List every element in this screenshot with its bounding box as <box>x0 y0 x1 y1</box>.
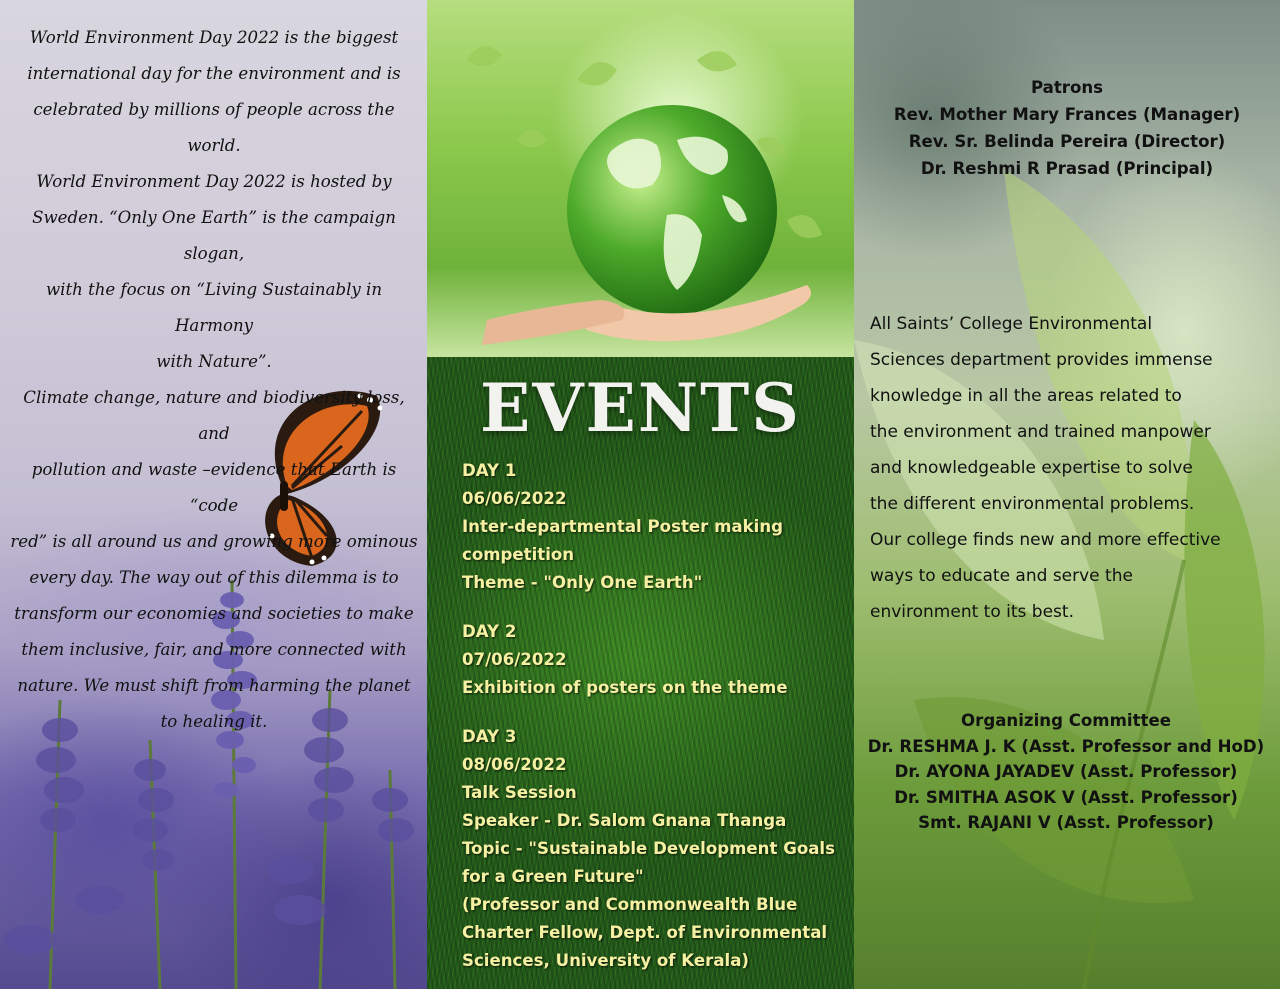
event-day-label: DAY 3 <box>462 727 517 746</box>
about-line: ways to educate and serve the <box>870 566 1133 586</box>
about-line: knowledge in all the areas related to <box>870 386 1182 406</box>
about-line: Our college finds new and more effective <box>870 530 1221 550</box>
intro-line: nature. We must shift from harming the planet <box>17 676 411 695</box>
patron-name: Rev. Mother Mary Frances (Manager) <box>893 105 1241 124</box>
about-line: Sciences department provides immense <box>870 350 1213 370</box>
intro-line: celebrated by millions of people across the world. <box>33 100 395 155</box>
event-detail: Theme - "Only One Earth" <box>462 573 703 592</box>
event-day-3 <box>462 723 847 975</box>
info-panel <box>854 0 1280 989</box>
event-day-label: DAY 1 <box>462 461 517 480</box>
intro-text <box>8 20 420 740</box>
intro-line: World Environment Day 2022 is hosted by <box>36 172 392 191</box>
event-day-label: DAY 2 <box>462 622 517 641</box>
globe-image <box>427 0 854 357</box>
about-line: All Saints’ College Environmental <box>870 314 1153 334</box>
about-line: and knowledgeable expertise to solve <box>870 458 1193 478</box>
event-date: 07/06/2022 <box>462 650 567 669</box>
about-line: the environment and trained manpower <box>870 422 1211 442</box>
intro-line: with Nature”. <box>156 352 272 371</box>
events-title: EVENTS <box>480 369 801 447</box>
about-line: environment to its best. <box>870 602 1074 622</box>
events-panel <box>427 357 854 989</box>
event-detail: (Professor and Commonwealth Blue <box>462 895 798 914</box>
event-day-2 <box>462 618 847 702</box>
intro-line: to healing it. <box>160 712 268 731</box>
intro-line: Sweden. “Only One Earth” is the campaign slogan, <box>32 208 396 263</box>
committee-section <box>854 708 1280 836</box>
intro-line: every day. The way out of this dilemma is to <box>29 568 399 587</box>
intro-line: transform our economies and societies to make <box>14 604 414 623</box>
about-line: the different environmental problems. <box>870 494 1195 514</box>
event-day-1 <box>462 457 847 597</box>
committee-member: Smt. RAJANI V (Asst. Professor) <box>918 813 1214 832</box>
event-detail: Exhibition of posters on the theme <box>462 678 788 697</box>
intro-line: Climate change, nature and biodiversity loss, and <box>23 388 405 443</box>
intro-panel <box>0 0 427 989</box>
event-detail: Talk Session <box>462 783 577 802</box>
patron-name: Rev. Sr. Belinda Pereira (Director) <box>908 132 1226 151</box>
event-date: 06/06/2022 <box>462 489 567 508</box>
committee-member: Dr. SMITHA ASOK V (Asst. Professor) <box>894 787 1238 807</box>
intro-line: World Environment Day 2022 is the biggest <box>29 28 399 47</box>
globe-icon <box>427 0 854 357</box>
committee-member: Dr. AYONA JAYADEV (Asst. Professor) <box>894 762 1238 781</box>
patron-name: Dr. Reshmi R Prasad (Principal) <box>920 159 1214 178</box>
events-list <box>462 457 847 989</box>
event-date: 08/06/2022 <box>462 755 567 774</box>
intro-line: them inclusive, fair, and more connected with <box>21 640 407 659</box>
intro-line: pollution and waste –evidence that Earth is “code <box>31 460 397 515</box>
committee-member: Dr. RESHMA J. K (Asst. Professor and HoD) <box>867 736 1265 756</box>
event-detail: Sciences, University of Kerala) <box>462 951 749 970</box>
patrons-heading: Patrons <box>1030 78 1104 97</box>
event-detail: competition <box>462 545 575 564</box>
committee-heading: Organizing Committee <box>961 711 1171 730</box>
event-detail: Speaker - Dr. Salom Gnana Thanga <box>462 811 787 830</box>
event-detail: Charter Fellow, Dept. of Environmental <box>462 923 828 942</box>
intro-line: international day for the environment and is <box>27 64 401 83</box>
patrons-section <box>854 74 1280 182</box>
event-detail: Topic - "Sustainable Development Goals <box>462 839 835 858</box>
event-detail: Inter-departmental Poster making <box>462 517 784 536</box>
event-detail: for a Green Future" <box>462 867 644 886</box>
intro-line: red” is all around us and growing more ominous <box>10 532 418 551</box>
department-about <box>870 306 1278 630</box>
intro-line: with the focus on “Living Sustainably in Harmony <box>45 280 383 335</box>
